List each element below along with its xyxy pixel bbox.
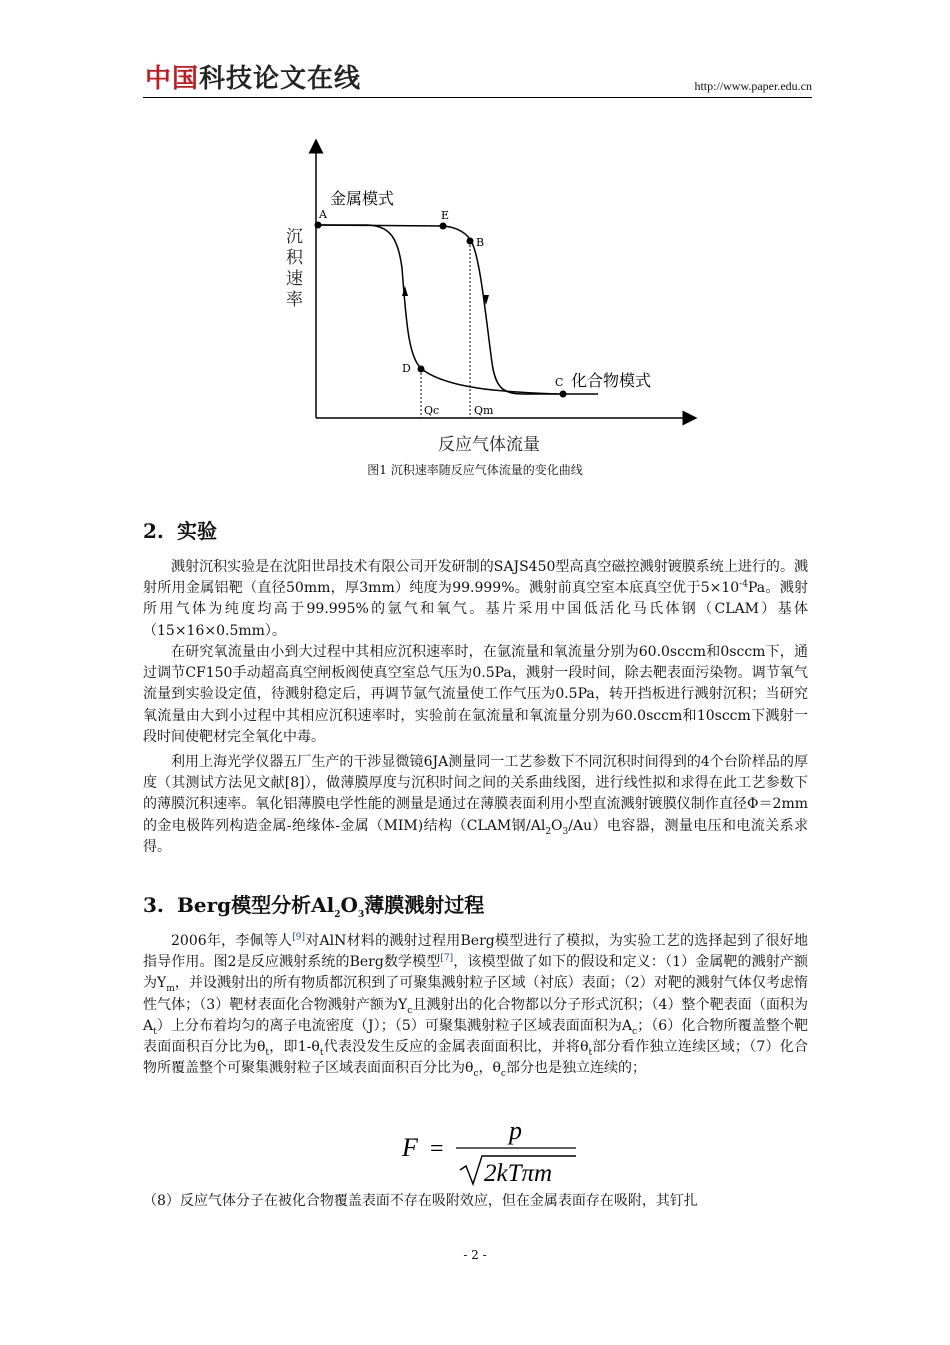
qm-label: Qm: [474, 404, 494, 417]
section-2-paragraph-2: 在研究氧流量由小到大过程中其相应沉积速率时，在氩流量和氧流量分别为60.0sccm和0sccm下，通过调节CF150手动超高真空闸板阀使真空室总气压为0.5Pa，溅射一段时间，除去靶表面污染物。调节氧气流量到实验设定值，待溅射稳定后，再调节氩气流量使工作气压为0.5Pa，转开挡板进行溅射沉积；当研究氧流量由大到小过程中其相应沉积速率时，实验前在氩流量和氧流量分别为60.0sccm和10sccm下溅射一段时间使靶材完全氧化中毒。: [143, 644, 808, 745]
section-2-heading: [143, 519, 217, 543]
formula-F-symbol: F: [402, 1133, 418, 1162]
label-C: C: [555, 376, 564, 389]
point-C: [560, 391, 567, 398]
compound-mode-label: 化合物模式: [571, 371, 652, 390]
figure-caption: 图1 沉积速率随反应气体流量的变化曲线: [367, 463, 583, 477]
label-B: B: [476, 236, 485, 249]
increasing-flow-curve: [316, 225, 598, 394]
section-2-number: 2.: [143, 519, 164, 543]
metal-mode-label: 金属模式: [330, 189, 395, 208]
section-3-paragraph-2: （8）反应气体分子在被化合物覆盖表面不存在吸附效应，但在金属表面存在吸附，其钉扎: [143, 1193, 698, 1209]
x-axis-label: 反应气体流量: [438, 435, 540, 455]
section-2-paragraph-3: 利用上海光学仪器五厂生产的干涉显微镜6JA测量同一工艺参数下不同沉积时间得到的4个台阶样品的厚度（其测试方法见文献[8]），做薄膜厚度与沉积时间之间的关系曲线图，进行线性拟和求得在此工艺参数下的薄膜沉积速率。氧化铝薄膜电学性能的测量是通过在薄膜表面利用小型直流溅射镀膜仪制作直径Φ＝2mm的金电极阵列构造金属-绝缘体-金属（MIM)结构（CLAM钢$/Al_2O_3/Au$）电容器，测量电压和电流关系求得。: [143, 754, 808, 855]
logo-red-text: 中国: [145, 64, 200, 94]
formula-equals: =: [430, 1136, 444, 1162]
header-url[interactable]: http://www.paper.edu.cn: [694, 79, 812, 93]
point-A: [315, 222, 322, 229]
point-E: [440, 223, 447, 230]
point-B: [467, 238, 474, 245]
logo-dark-text: 科技论文在线: [199, 64, 362, 94]
header-rule: [143, 97, 812, 98]
figure-1-chart: [258, 138, 708, 463]
section-3-paragraph-1: 2006年，李佩等人[9]对AlN材料的溅射过程用Berg模型进行了模拟，为实验工艺的选择起到了很好地指导作用。图2是反应溅射系统的Berg数学模型[7]，该模型做了如下的假设和定义：（1）金属靶的溅射产额为$Y_m$，并设溅射出的所有物质都沉积到了可聚集溅射粒子区域（衬底）表面；（2）对靶的溅射气体仅考虑惰性气体；（3）靶材表面化合物溅射产额为$Y_c$且溅射出的化合物都以分子形式沉积；（4）整个靶表面（面积为$A_t$）上分布着均匀的离子电流密度（J）；（5）可聚集溅射粒子区域表面面积为$A_c$；（6）化合物所覆盖整个靶表面面积百分比为$\theta_t$，即$1-\theta_t$代表没发生反应的金属表面面积比，并将$\theta_t$部分看作独立连续区域；（7）化合物所覆盖整个可聚集溅射粒子区域表面面积百分比为$\theta_c$，$\theta_c$部分也是独立连续的；: [143, 932, 809, 1080]
section-2-title: 实验: [177, 519, 217, 543]
decreasing-flow-curve: [316, 225, 558, 394]
label-E: E: [441, 209, 450, 222]
section-3-heading: [143, 893, 485, 920]
y-axis-label: 沉积速率: [286, 227, 303, 310]
section-2-paragraph-1: 溅射沉积实验是在沈阳世昂技术有限公司开发研制的SAJS450型高真空磁控溅射镀膜系统上进行的。溅射所用金属铝靶（直径50mm，厚3mm）纯度为99.999%。溅射前真空室本底真空优于$5\times 10^{-4}Pa$。溅射所用气体为纯度均高于99.995%的氩气和氧气。基片采用中国低活化马氏体钢（CLAM）基体（15×16×0.5mm）。: [143, 559, 808, 639]
point-D: [418, 366, 425, 373]
citation-9[interactable]: [9]: [292, 932, 306, 943]
citation-7[interactable]: [7]: [440, 953, 454, 964]
qc-label: Qc: [424, 404, 440, 417]
section-3-title: Berg模型分析$Al_2O_3$薄膜溅射过程: [177, 893, 485, 920]
page-number: - 2 -: [463, 1248, 487, 1262]
formula-numerator: p: [509, 1116, 522, 1145]
label-D: D: [402, 362, 411, 375]
section-3-number: 3.: [143, 893, 164, 917]
journal-logo: [145, 64, 361, 94]
formula-denominator: 2kTπm: [484, 1160, 553, 1187]
formula-F: [400, 1114, 590, 1190]
label-A: A: [319, 208, 327, 221]
